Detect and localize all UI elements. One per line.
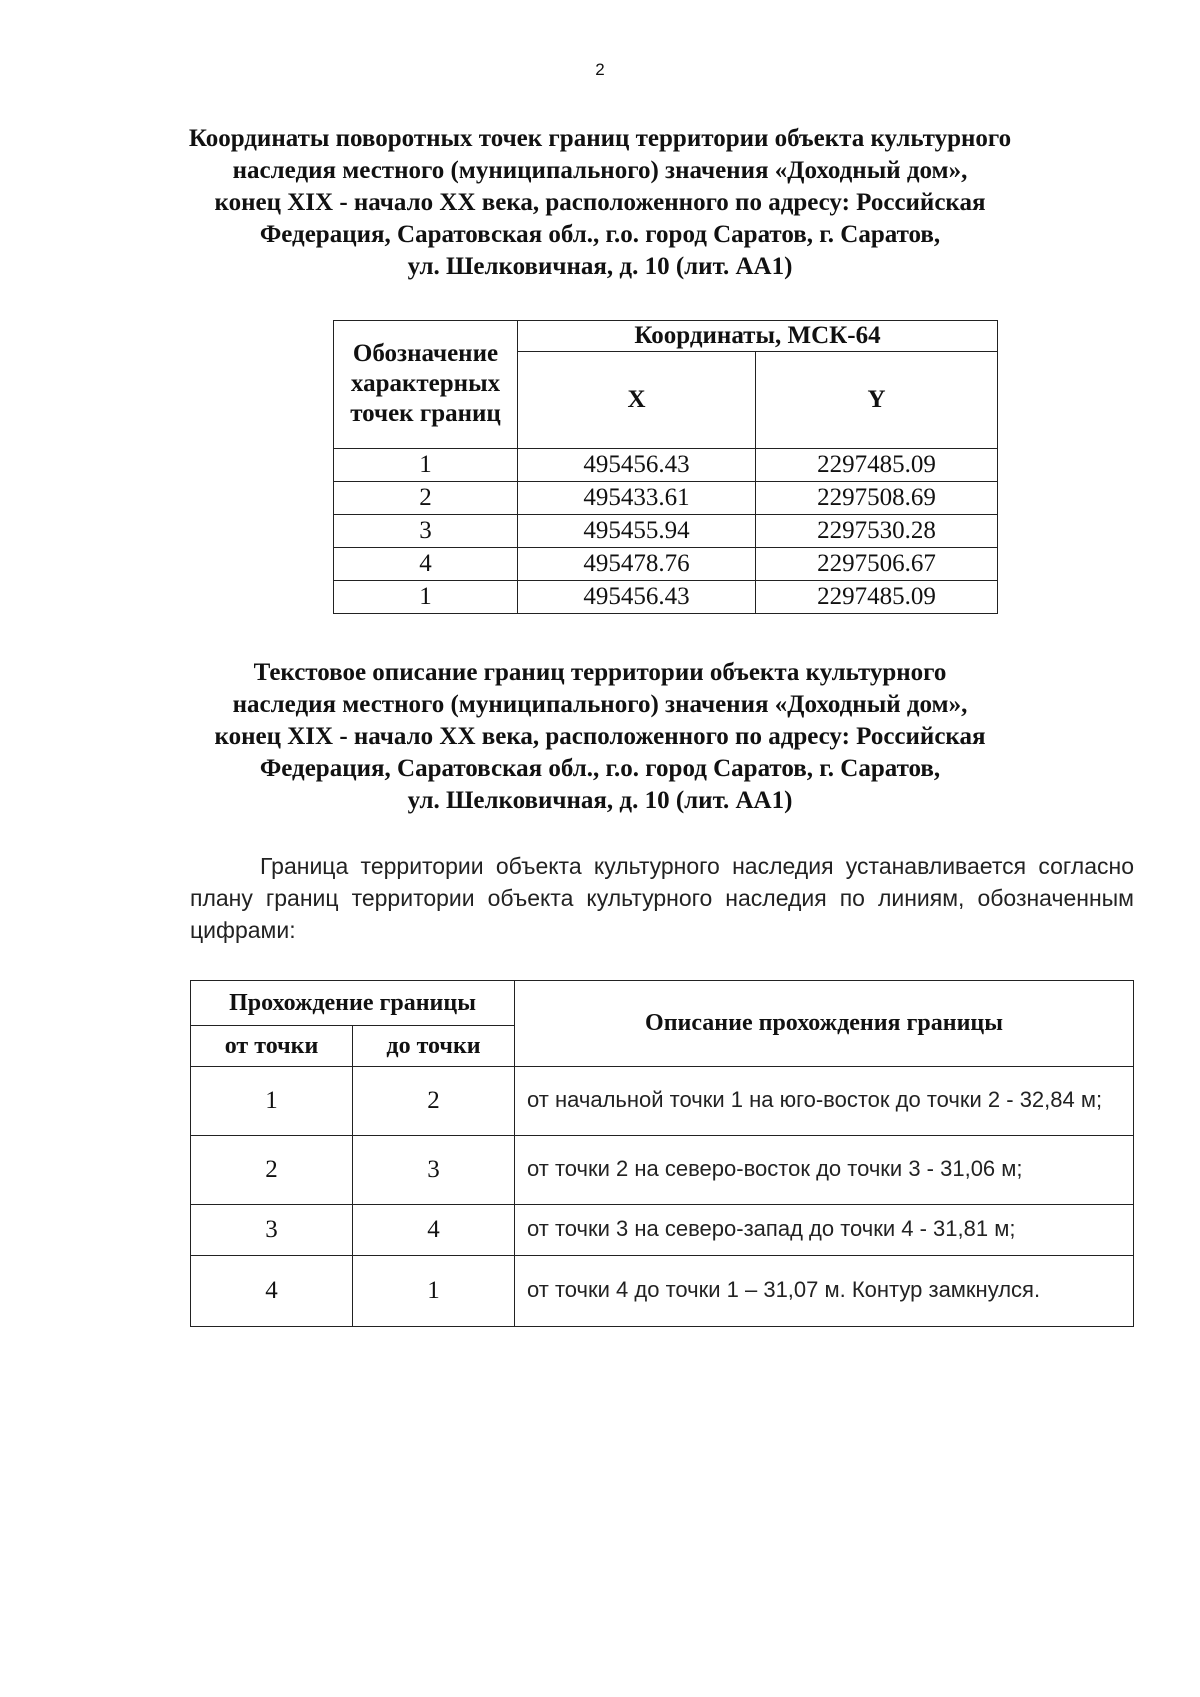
header-point-designation: Обозначение характерных точек границ (334, 321, 518, 449)
heading-line: ул. Шелковичная, д. 10 (лит. АА1) (407, 787, 793, 814)
from-cell: 2 (191, 1136, 353, 1205)
header-from-point: от точки (191, 1026, 353, 1067)
description-cell: от точки 2 на северо-восток до точки 3 - 31,06 м; (515, 1136, 1134, 1205)
heading-line: Координаты поворотных точек границ территории объекта культурного (188, 125, 1012, 152)
point-cell: 3 (334, 515, 518, 548)
header-y: Y (756, 352, 998, 449)
y-cell: 2297506.67 (756, 548, 998, 581)
point-cell: 1 (334, 581, 518, 614)
description-heading (120, 657, 1080, 817)
heading-line: Текстовое описание границ территории объекта культурного (253, 659, 947, 686)
from-cell: 1 (191, 1067, 353, 1136)
heading-line: наследия местного (муниципального) значения «Доходный дом», (232, 691, 968, 718)
boundary-paragraph (190, 850, 1134, 946)
x-cell: 495455.94 (518, 515, 756, 548)
heading-line: конец XIX - начало XX века, расположенного по адресу: Российская (214, 723, 986, 750)
header-description: Описание прохождения границы (515, 981, 1134, 1067)
y-cell: 2297485.09 (756, 449, 998, 482)
header-boundary-passage: Прохождение границы (191, 981, 515, 1026)
header-x: X (518, 352, 756, 449)
y-cell: 2297508.69 (756, 482, 998, 515)
table-row (334, 449, 998, 482)
table-row (191, 1256, 1134, 1327)
to-cell: 2 (353, 1067, 515, 1136)
x-cell: 495456.43 (518, 449, 756, 482)
table-row (334, 515, 998, 548)
description-cell: от точки 3 на северо-запад до точки 4 - 31,81 м; (515, 1205, 1134, 1256)
description-cell: от точки 4 до точки 1 – 31,07 м. Контур замкнулся. (515, 1256, 1134, 1327)
point-cell: 4 (334, 548, 518, 581)
header-coordinates: Координаты, МСК-64 (518, 321, 998, 352)
point-cell: 1 (334, 449, 518, 482)
coordinates-heading (120, 123, 1080, 283)
y-cell: 2297485.09 (756, 581, 998, 614)
table-row (334, 581, 998, 614)
from-cell: 4 (191, 1256, 353, 1327)
heading-line: конец XIX - начало XX века, расположенного по адресу: Российская (214, 189, 986, 216)
table-row (334, 482, 998, 515)
table-row (334, 548, 998, 581)
header-to-point: до точки (353, 1026, 515, 1067)
table-row (191, 1205, 1134, 1256)
heading-line: Федерация, Саратовская обл., г.о. город Саратов, г. Саратов, (259, 755, 941, 782)
coordinates-table (333, 320, 998, 614)
paragraph-text: Граница территории объекта культурного наследия устанавливается согласно плану границ территории объекта культурного наследия по линиям, обозначенным цифрами: (190, 853, 1134, 943)
point-cell: 2 (334, 482, 518, 515)
heading-line: ул. Шелковичная, д. 10 (лит. АА1) (407, 253, 793, 280)
heading-line: наследия местного (муниципального) значения «Доходный дом», (232, 157, 968, 184)
boundary-route-table (190, 980, 1134, 1327)
page-number: 2 (595, 60, 605, 79)
to-cell: 3 (353, 1136, 515, 1205)
to-cell: 4 (353, 1205, 515, 1256)
x-cell: 495478.76 (518, 548, 756, 581)
y-cell: 2297530.28 (756, 515, 998, 548)
table-row (191, 1067, 1134, 1136)
table-row (191, 1136, 1134, 1205)
x-cell: 495433.61 (518, 482, 756, 515)
to-cell: 1 (353, 1256, 515, 1327)
heading-line: Федерация, Саратовская обл., г.о. город Саратов, г. Саратов, (259, 221, 941, 248)
description-cell: от начальной точки 1 на юго-восток до точки 2 - 32,84 м; (515, 1067, 1134, 1136)
x-cell: 495456.43 (518, 581, 756, 614)
from-cell: 3 (191, 1205, 353, 1256)
